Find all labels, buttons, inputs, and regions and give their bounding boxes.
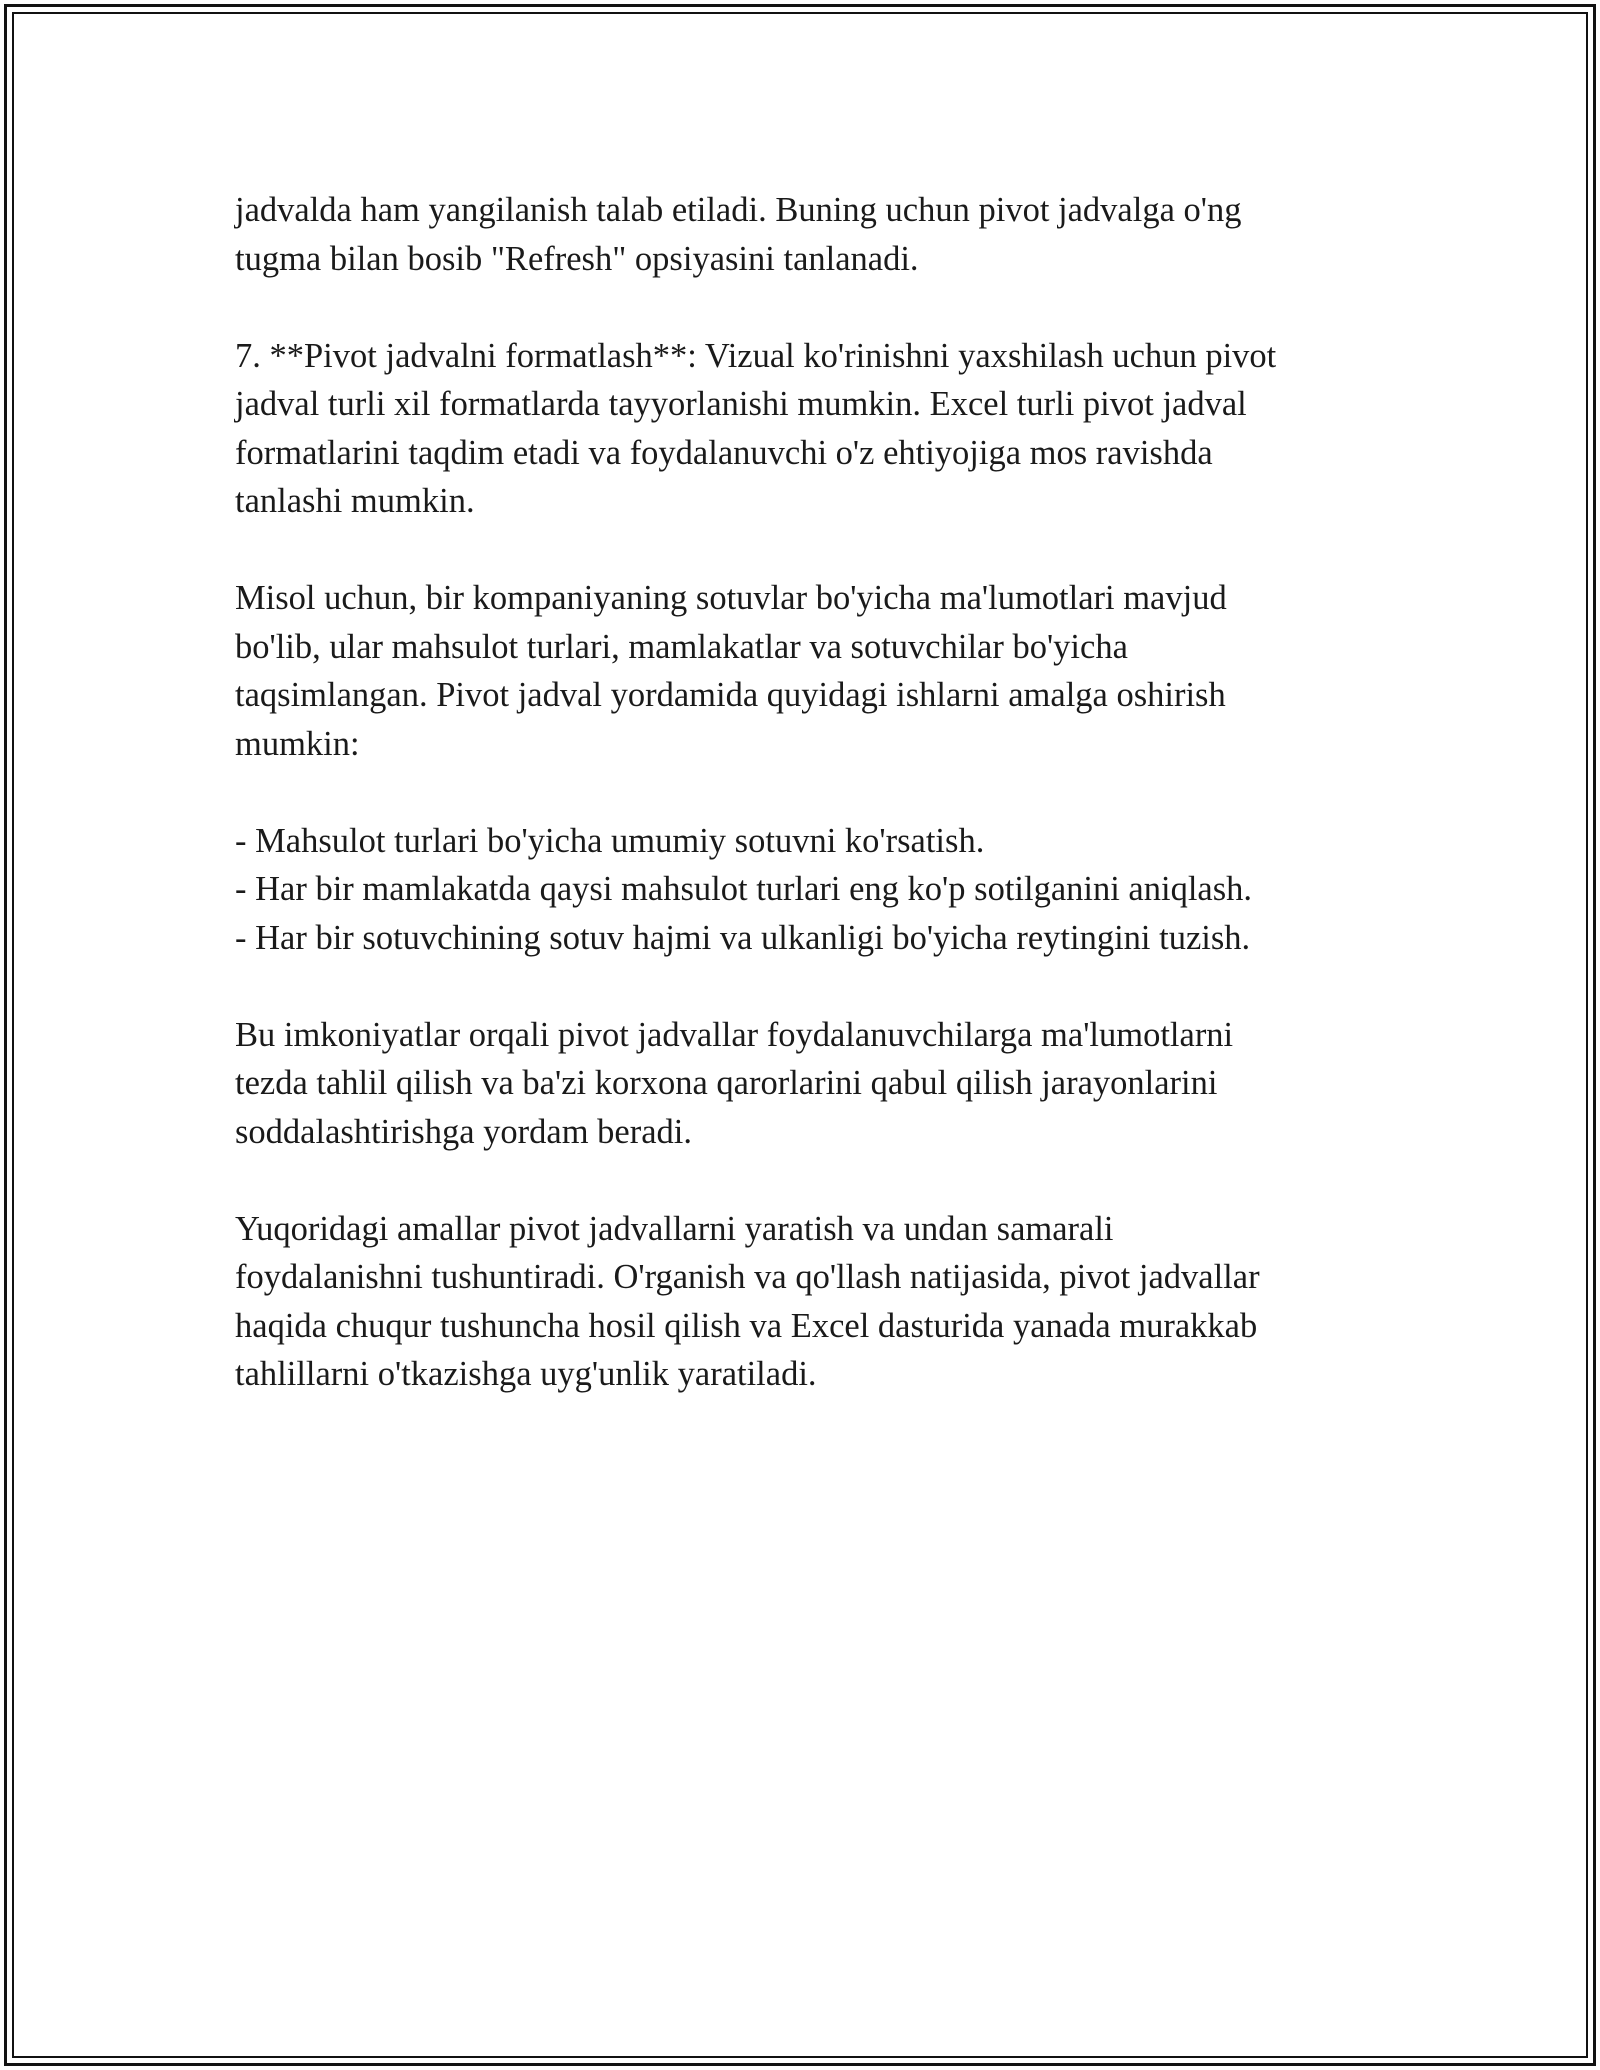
paragraph-conclusion: [235, 1205, 1435, 1399]
text-line: Bu imkoniyatlar orqali pivot jadvallar foydalanuvchilarga ma'lumotlarni: [235, 1015, 1234, 1054]
paragraph-refresh-continuation: [235, 186, 1435, 283]
list-item: - Har bir mamlakatda qaysi mahsulot turlari eng ko'p sotilganini aniqlash.: [235, 870, 1253, 908]
text-line: bo'lib, ular mahsulot turlari, mamlakatlar va sotuvchilar bo'yicha: [235, 627, 1128, 666]
text-line: jadval turli xil formatlarda tayyorlanishi mumkin. Excel turli pivot jadval: [235, 385, 1247, 423]
bullet-list: [235, 817, 1435, 963]
text-line: tugma bilan bosib "Refresh" opsiyasini tanlanadi.: [235, 239, 919, 278]
text-line: mumkin:: [235, 724, 360, 763]
text-line: 7. **Pivot jadvalni formatlash**: Vizual ko'rinishni yaxshilash uchun pivot: [235, 336, 1277, 375]
text-line: taqsimlangan. Pivot jadval yordamida quyidagi ishlarni amalga oshirish: [235, 676, 1226, 714]
list-item: - Har bir sotuvchining sotuv hajmi va ulkanligi bo'yicha reytingini tuzish.: [235, 918, 1251, 957]
text-line: tahlillarni o'tkazishga uyg'unlik yaratiladi.: [235, 1355, 817, 1393]
text-line: Yuqoridagi amallar pivot jadvallarni yaratish va undan samarali: [235, 1209, 1114, 1248]
text-line: foydalanishni tushuntiradi. O'rganish va qo'llash natijasida, pivot jadvallar: [235, 1258, 1260, 1296]
text-line: haqida chuqur tushuncha hosil qilish va Excel dasturida yanada murakkab: [235, 1306, 1258, 1345]
paragraph-benefits: [235, 1011, 1435, 1157]
text-line: soddalashtirishga yordam beradi.: [235, 1112, 693, 1151]
document-body: [235, 186, 1435, 1447]
text-line: Misol uchun, bir kompaniyaning sotuvlar bo'yicha ma'lumotlari mavjud: [235, 579, 1227, 617]
text-line: jadvalda ham yangilanish talab etiladi. Buning uchun pivot jadvalga o'ng: [235, 191, 1242, 229]
paragraph-formatting-step: [235, 332, 1435, 526]
text-line: tezda tahlil qilish va ba'zi korxona qarorlarini qabul qilish jarayonlarini: [235, 1064, 1218, 1102]
text-line: formatlarini taqdim etadi va foydalanuvchi o'z ehtiyojiga mos ravishda: [235, 433, 1213, 472]
text-line: tanlashi mumkin.: [235, 482, 475, 520]
paragraph-example: [235, 574, 1435, 768]
list-item: - Mahsulot turlari bo'yicha umumiy sotuvni ko'rsatish.: [235, 821, 985, 860]
